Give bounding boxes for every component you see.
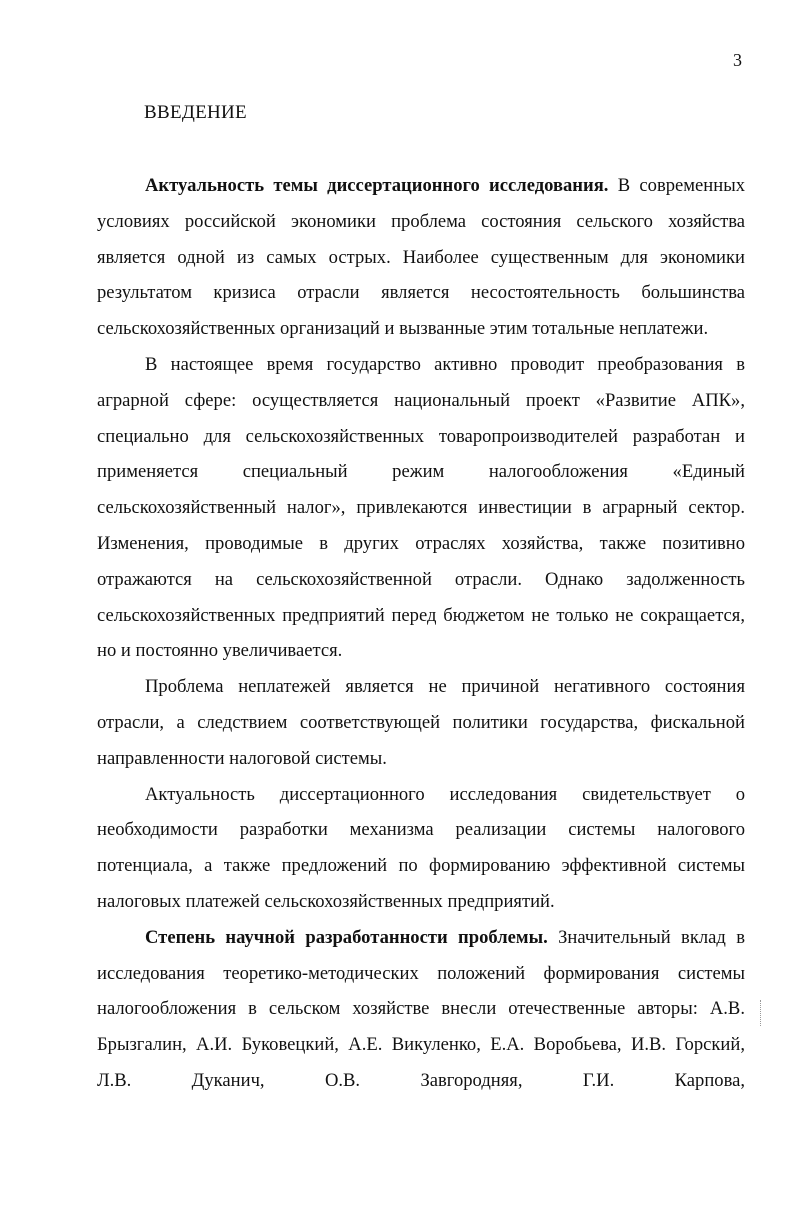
paragraph-text: В современных условиях российской экономики проблема состояния сельского хозяйства является одной из самых острых. Наиболее существенным для экономики результатом кризиса отрасли является несостоятельность большинства сельскохозяйственных организаций и вызванные этим тотальные неплатежи. <box>97 175 745 340</box>
paragraph-text: В настоящее время государство активно проводит преобразования в аграрной сфере: осуществляется национальный проект «Развитие АПК», специально для сельскохозяйственных товаропроизводителей разработан и применяется специальный режим налогообложения «Единый сельскохозяйственный налог», привлекаются инвестиции в аграрный сектор. Изменения, проводимые в других отраслях хозяйства, также позитивно отражаются на сельскохозяйственной отрасли. Однако задолженность сельскохозяйственных предприятий перед бюджетом не только не сокращается, но и постоянно увеличивается. <box>97 353 745 662</box>
paragraph-research-need <box>97 777 745 920</box>
paragraph-text: Проблема неплатежей является не причиной негативного состояния отрасли, а следствием соответствующей политики государства, фискальной направленности налоговой системы. <box>97 676 745 769</box>
margin-scan-mark <box>760 1000 763 1026</box>
paragraph-degree-of-study <box>97 920 745 1099</box>
paragraph-relevance <box>97 168 745 347</box>
section-heading: ВВЕДЕНИЕ <box>144 102 247 123</box>
paragraph-text: Значительный вклад в исследования теоретико-методических положений формирования системы налогообложения в сельском хозяйстве внесли отечественные авторы: А.В. Брызгалин, А.И. Буковецкий, А.Е. Викуленко, Е.А. Воробьева, И.В. Горский, Л.В. Дуканич, О.В. Завгородняя, Г.И. Карпова, <box>97 926 745 1091</box>
paragraph-lead: Актуальность темы диссертационного исследования. <box>145 175 609 196</box>
paragraph-state-reforms <box>97 347 745 669</box>
paragraph-non-payments <box>97 669 745 776</box>
page-number: 3 <box>733 50 742 70</box>
paragraph-lead: Степень научной разработанности проблемы. <box>145 926 548 948</box>
paragraph-text: Актуальность диссертационного исследования свидетельствует о необходимости разработки механизма реализации системы налогового потенциала, а также предложений по формированию эффективной системы налоговых платежей сельскохозяйственных предприятий. <box>97 783 745 912</box>
body-text <box>97 168 745 1099</box>
